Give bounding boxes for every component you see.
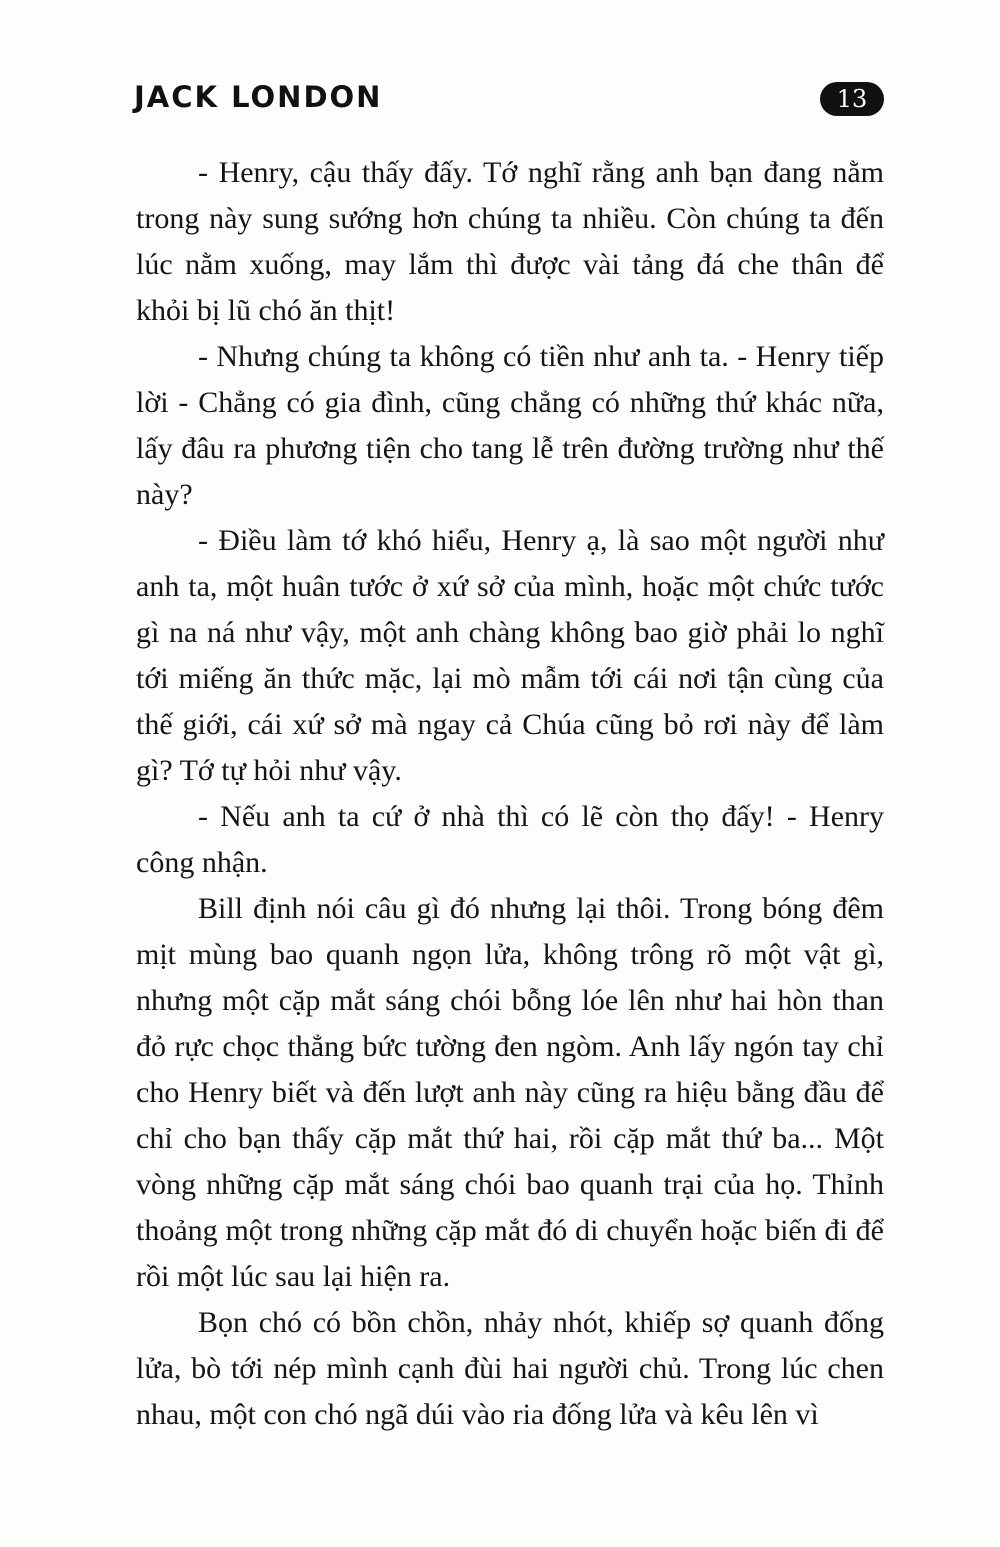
paragraph: - Nhưng chúng ta không có tiền như anh ta. - Henry tiếp lời - Chẳng có gia đình, cũng chẳng có những thứ khác nữa, lấy đâu ra phương tiện cho tang lễ trên đường trường như thế này? <box>136 340 884 511</box>
paragraph: - Nếu anh ta cứ ở nhà thì có lẽ còn thọ đấy! - Henry công nhận. <box>136 800 884 879</box>
running-head-author: JACK LONDON <box>134 80 383 114</box>
paragraph: - Điều làm tớ khó hiểu, Henry ạ, là sao một người như anh ta, một huân tước ở xứ sở của mình, hoặc một chức tước gì na ná như vậy, một anh chàng không bao giờ phải lo nghĩ tới miếng ăn thức mặc, lại mò mẫm tới cái nơi tận cùng của thế giới, cái xứ sở mà ngay cả Chúa cũng bỏ rơi này để làm gì? Tớ tự hỏi như vậy. <box>136 524 884 787</box>
paragraph: - Henry, cậu thấy đấy. Tớ nghĩ rằng anh bạn đang nằm trong này sung sướng hơn chúng ta nhiều. Còn chúng ta đến lúc nằm xuống, may lắm thì được vài tảng đá che thân để khỏi bị lũ chó ăn thịt! <box>136 156 884 327</box>
page-header <box>134 78 884 122</box>
paragraph: Bill định nói câu gì đó nhưng lại thôi. Trong bóng đêm mịt mùng bao quanh ngọn lửa, không trông rõ một vật gì, nhưng một cặp mắt sáng chói bỗng lóe lên như hai hòn than đỏ rực chọc thẳng bức tường đen ngòm. Anh lấy ngón tay chỉ cho Henry biết và đến lượt anh này cũng ra hiệu bằng đầu để chỉ cho bạn thấy cặp mắt thứ hai, rồi cặp mắt thứ ba... Một vòng những cặp mắt sáng chói bao quanh trại của họ. Thỉnh thoảng một trong những cặp mắt đó di chuyển hoặc biến đi để rồi một lúc sau lại hiện ra. <box>136 892 884 1293</box>
body-text <box>136 150 884 1438</box>
paragraph: Bọn chó có bồn chồn, nhảy nhót, khiếp sợ quanh đống lửa, bò tới nép mình cạnh đùi hai người chủ. Trong lúc chen nhau, một con chó ngã dúi vào ria đống lửa và kêu lên vì <box>136 1306 884 1431</box>
page-number-badge: 13 <box>820 82 884 116</box>
